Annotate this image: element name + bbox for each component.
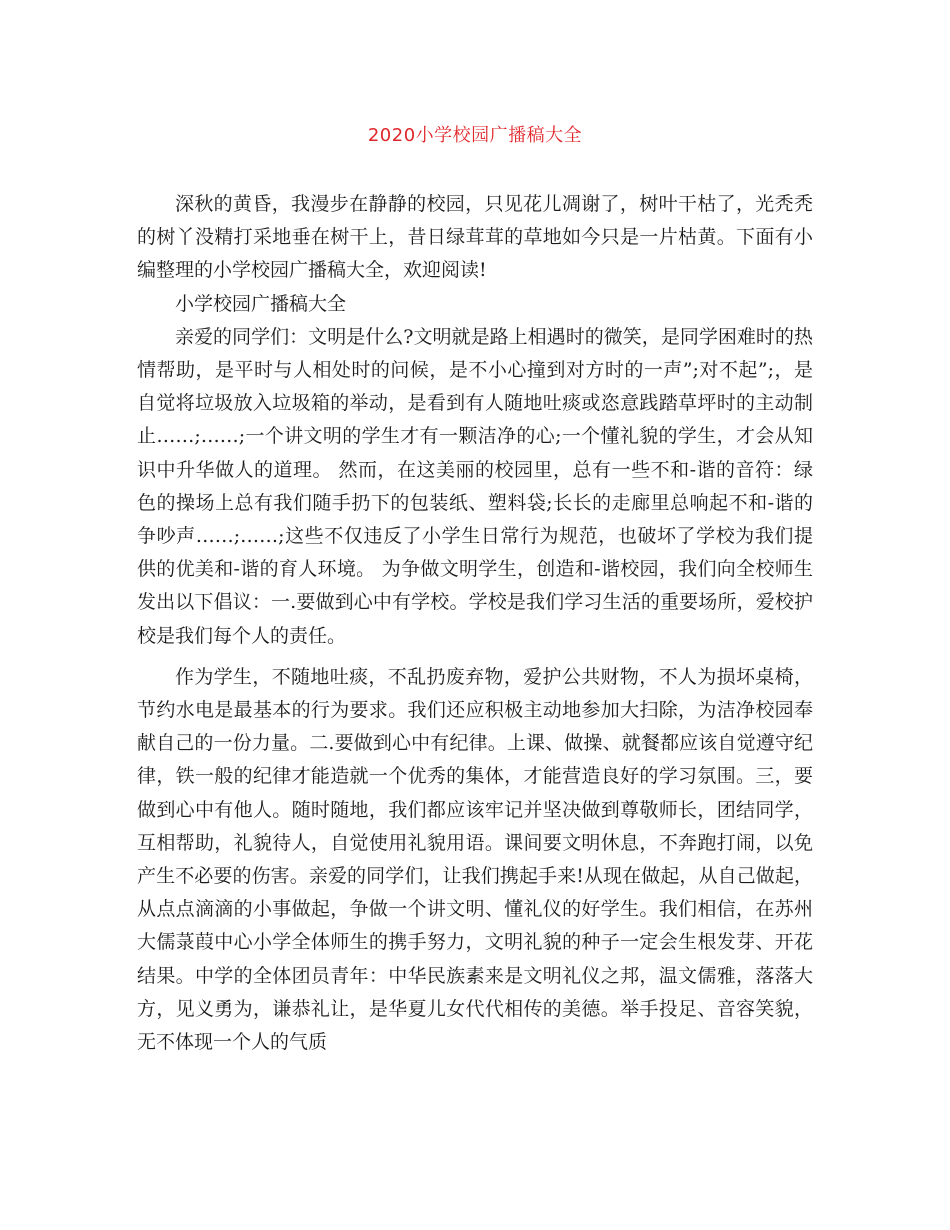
document-title: 2020小学校园广播稿大全 xyxy=(367,125,583,146)
paragraph-student-conduct: 作为学生，不随地吐痰，不乱扔废弃物，爱护公共财物，不人为损坏桌椅，节约水电是最基本的行为要求。我们还应积极主动地参加大扫除，为洁净校园奉献自己的一份力量。二.要做到心中有纪律。上课、做操、就餐都应该自觉遵守纪律，铁一般的纪律才能造就一个优秀的集体，才能营造良好的学习氛围。三，要做到心中有他人。随时随地，我们都应该牢记并坚决做到尊敬师长，团结同学，互相帮助，礼貌待人，自觉使用礼貌用语。课间要文明休息，不奔跑打闹，以免产生不必要的伤害。亲爱的同学们，让我们携起手来!从现在做起，从自己做起，从点点滴滴的小事做起，争做一个讲文明、懂礼仪的好学生。我们相信，在苏州大儒菉葭中心小学全体师生的携手努力，文明礼貌的种子一定会生根发芽、开花结果。中学的全体团员青年：中华民族素来是文明礼仪之邦，温文儒雅，落落大方，见义勇为，谦恭礼让，是华夏儿女代代相传的美德。举手投足、音容笑貌，无不体现一个人的气质 xyxy=(137,665,813,1054)
document-body xyxy=(137,188,813,1059)
paragraph-initiative: 亲爱的同学们：文明是什么?文明就是路上相遇时的微笑，是同学困难时的热情帮助，是平时与人相处时的问候，是不小心撞到对方时的一声”;对不起”;，是自觉将垃圾放入垃圾箱的举动，是看到有人随地吐痰或恣意践踏草坪时的主动制止……;……;一个讲文明的学生才有一颗洁净的心;一个懂礼貌的学生，才会从知识中升华做人的道理。 然而，在这美丽的校园里，总有一些不和-谐的音符：绿色的操场上总有我们随手扔下的包装纸、塑料袋;长长的走廊里总响起不和-谐的争吵声……;……;这些不仅违反了小学生日常行为规范，也破坏了学校为我们提供的优美和-谐的育人环境。 为争做文明学生，创造和-谐校园，我们向全校师生发出以下倡议：一.要做到心中有学校。学校是我们学习生活的重要场所，爱校护校是我们每个人的责任。 xyxy=(137,325,813,647)
paragraph-intro: 深秋的黄昏，我漫步在静静的校园，只见花儿凋谢了，树叶干枯了，光秃秃的树丫没精打采地垂在树干上，昔日绿茸茸的草地如今只是一片枯黄。下面有小编整理的小学校园广播稿大全，欢迎阅读! xyxy=(137,193,813,282)
paragraph-subheading: 小学校园广播稿大全 xyxy=(175,292,347,315)
